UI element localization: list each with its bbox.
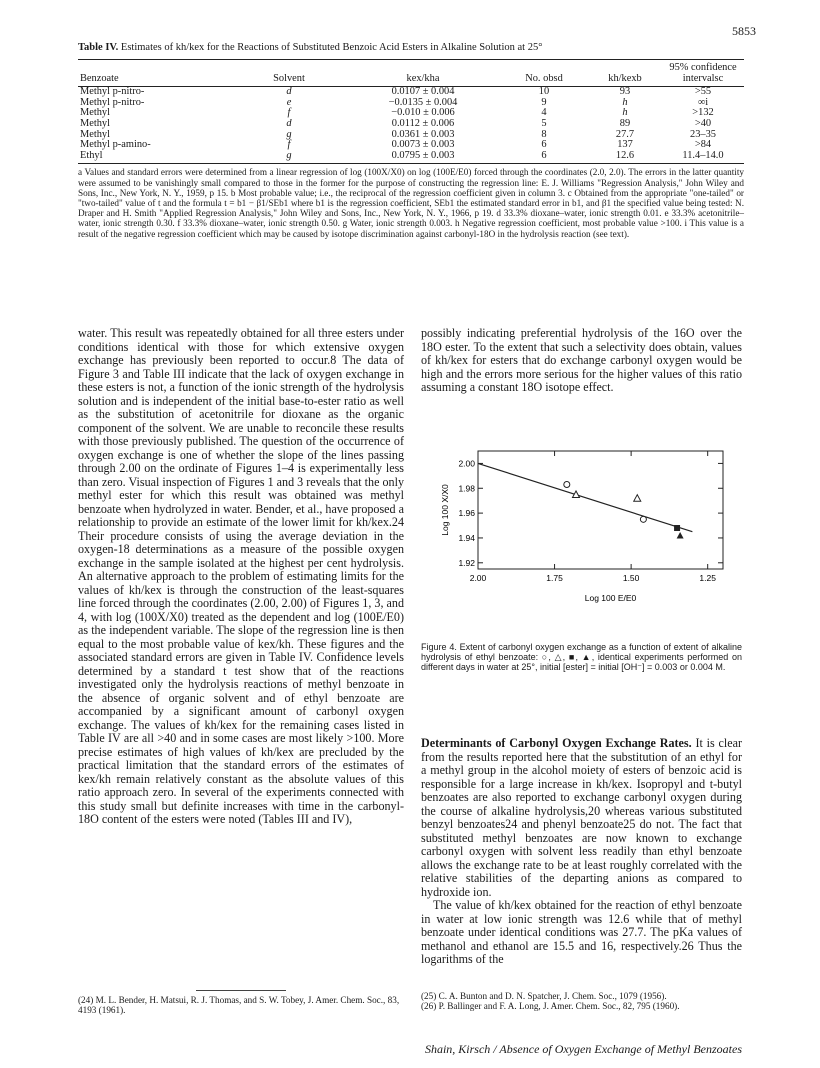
data-table (78, 59, 744, 164)
cell-ci: >55 (694, 86, 712, 98)
paragraph: possibly indicating preferential hydrolysis of the 16O over the 18O ester. To the extent that such a selectivity does obtain, values of kh/kex for esters that do exchange carbonyl oxygen would be high and the errors more serious for the higher values of this ratio assuming a constant 18O isotope effect. (421, 326, 742, 394)
figure-4-chart (421, 441, 742, 621)
reference-24: (24) M. L. Bender, H. Matsui, R. J. Thomas, and S. W. Tobey, J. Amer. Chem. Soc., 83, 4193 (1961). (78, 995, 400, 1016)
header-no-obsd: No. obsd (500, 74, 588, 87)
cell-kh-kex: 93 (619, 86, 631, 98)
header-ci-line1: 95% confidence (662, 60, 744, 74)
cell-kex-kh: 0.0112 ± 0.006 (391, 117, 455, 129)
cell-no-obsd: 6 (541, 139, 547, 151)
paragraph: The value of kh/kex obtained for the reaction of ethyl benzoate in water at low ionic strength was 12.6 while that of methyl benzoate under identical conditions was 27.7. The pKa values of methanol and ethanol are 15.5 and 16, respectively.26 Thus the logarithms of the (421, 898, 742, 966)
cell-kh-kex: h (622, 107, 628, 119)
cell-kh-kex: 137 (617, 139, 633, 151)
x-axis-label: Log 100 E/E0 (584, 593, 637, 603)
data-point-open-circle (564, 482, 570, 488)
cell-kex-kh: −0.010 ± 0.006 (391, 107, 455, 119)
table-iv (78, 42, 744, 239)
cell-benzoate: Methyl p-amino- (80, 139, 151, 151)
cell-benzoate: Methyl (80, 107, 111, 119)
cell-solvent: f (287, 139, 291, 151)
header-kh-kex: kh/kexb (588, 74, 662, 87)
paragraph: It is clear from the results reported here that the substitution of an ethyl for a methyl group in the alcohol moiety of esters of benzoic acid is responsible for a large increase in kh/kex. Isopropyl and t-butyl benzoates are also reported to exchange carbonyl oxygen during the course of alkaline hydrolysis,20 whereas various substituted benzyl benzoates24 and phenyl benzoate25 do not. The fact that substituted methyl benzoates are now known to exchange carbonyl oxygen with solvent less readily than ethyl benzoate allows the exchange rate to be at least roughly correlated with the relative stabilities of the departing anions as compared to hydroxide ion. (421, 736, 742, 899)
cell-solvent: f (287, 107, 291, 119)
reference-divider (196, 990, 286, 991)
header-solvent: Solvent (232, 74, 346, 87)
reference-25: (25) C. A. Bunton and D. N. Spatcher, J. Chem. Soc., 1079 (1956). (421, 991, 667, 1001)
cell-kex-kh: 0.0107 ± 0.004 (391, 86, 455, 98)
data-point-open-circle (640, 516, 646, 522)
cell-ci: >132 (692, 107, 714, 119)
figure-4-caption: Figure 4. Extent of carbonyl oxygen exchange as a function of extent of alkaline hydrolysis of ethyl benzoate: ○, △, ■, ▲, identical experiments performed on different days in water at 25°, initial [ester] = initial [OH⁻] = 0.003 or 0.004 M. (421, 642, 742, 673)
cell-no-obsd: 9 (541, 96, 547, 108)
paragraph: water. This result was repeatedly obtained for all three esters under conditions identical with those for which extensive oxygen exchange has previously been reported to occur.8 The data of Figure 3 and Table III indicate that the lack of oxygen exchange in these esters is not, a function of the ionic strength of the hydrolysis solution and is independent of the initial base-to-ester ratio as well as the substitution of acetonitrile for dioxane as the organic component of the solvent. We are unable to reconcile these results with those previously published. The question of the occurrence of oxygen exchange is one of whether the slope of the lines passing through 2.00 on the ordinate of Figures 1–4 is experimentally less than zero. Visual inspection of Figures 1 and 3 reveals that the only methyl ester for which this result was obtained was methyl benzoate when hydrolyzed in water. Bender, et al., have proposed a relationship to provide an estimate of the lower limit for kh/kex.24 Their procedure consists of using the average deviation in the oxygen-18 determinations as a measure of the possible oxygen exchange in the sample isolated at the highest per cent hydrolysis. An alternative approach to the problem of estimating limits for the values of kh/kex is through the construction of the least-squares line forced through the coordinates (2.00, 2.00) of Figures 1, 3, and 4, with log (100X/X0) treated as the dependent and log (100E/E0) as the independent variable. The slope of the regression line is then equal to the most probable value of kex/kh. These figures and the associated standard errors are given in Table IV. Confidence levels determined by a standard t test show that of the reactions investigated only the hydrolysis reactions of methyl benzoate in the absence of organic solvent and of ethyl benzoate are accompanied by a significant amount of carbonyl oxygen exchange. The values of kh/kex for the remaining cases listed in Table IV are all >40 and in some cases are most likely >100. More precise estimates of high values of kh/kex are precluded by the practical limitation that the standard errors of the estimates of kex/kh remain relatively constant as the absolute values of this ratio approach zero. In several of the experiments connected with this study small but definite increases with time in the carbonyl-18O content of the esters were noted (Tables III and IV), (78, 326, 404, 826)
footer-authors: Shain, Kirsch (424, 1042, 491, 1056)
cell-kex-kh: 0.0795 ± 0.003 (346, 151, 500, 164)
cell-solvent: e (286, 96, 292, 108)
cell-ci: ∞i (697, 96, 709, 108)
y-tick-label: 2.00 (458, 458, 475, 469)
cell-no-obsd: 6 (500, 151, 588, 164)
cell-solvent: g (232, 151, 346, 164)
y-tick-label: 1.98 (458, 483, 475, 494)
cell-benzoate: Methyl p-nitro- (80, 86, 145, 98)
footer-title: Absence of Oxygen Exchange of Methyl Benzoates (499, 1042, 742, 1056)
cell-kex-kh: 0.0361 ± 0.003 (391, 128, 455, 140)
cell-ci: >40 (694, 117, 712, 129)
cell-ci: 23–35 (690, 128, 716, 140)
cell-kh-kex: h (622, 96, 628, 108)
x-tick-label: 1.50 (622, 573, 640, 583)
running-footer (425, 1042, 742, 1057)
cell-kh-kex: 12.6 (588, 151, 662, 164)
x-tick-label: 1.75 (546, 573, 563, 583)
cell-ci: 11.4–14.0 (662, 151, 744, 164)
cell-no-obsd: 8 (541, 128, 547, 140)
y-axis-label: Log 100 X/X0 (440, 484, 450, 536)
cell-solvent: d (286, 86, 292, 98)
cell-no-obsd: 5 (541, 117, 547, 129)
section-heading: Determinants of Carbonyl Oxygen Exchange Rates. (421, 736, 692, 750)
cell-kex-kh: 0.0073 ± 0.003 (391, 139, 455, 151)
cell-kex-kh: −0.0135 ± 0.004 (388, 96, 458, 108)
cell-solvent: g (286, 128, 292, 140)
x-tick-label: 1.25 (699, 573, 716, 583)
cell-solvent: d (286, 117, 292, 129)
regression-line (478, 463, 692, 531)
cell-no-obsd: 4 (541, 107, 547, 119)
cell-kh-kex: 27.7 (615, 128, 635, 140)
y-tick-label: 1.96 (458, 508, 475, 519)
left-references (78, 990, 404, 1015)
x-tick-label: 2.00 (469, 573, 487, 583)
header-benzoate: Benzoate (78, 74, 232, 87)
y-tick-label: 1.92 (458, 557, 475, 568)
figure-4 (421, 441, 742, 621)
plot-frame (478, 451, 723, 569)
table-caption (78, 42, 744, 53)
y-tick-label: 1.94 (458, 532, 475, 543)
right-column-bottom (421, 737, 742, 967)
cell-ci: >84 (694, 139, 712, 151)
cell-benzoate: Methyl (80, 117, 111, 129)
table-footnotes: a Values and standard errors were determined from a linear regression of log (100X/X0) on log (100E/E0) forced through the coordinates (2.0, 2.0). The errors in the latter quantity were assumed to be vanishingly small compared to those in the former for the purpose of constructing the regression line: E. J. Williams "Regression Analysis," John Wiley and Sons, Inc., New York, N. Y., 1959, p 15. b Most probable value; i.e., the reciprocal of the regression coefficient given in column 3. c Obtained from the appropriate "one-tailed" or "two-tailed" value of t and the formula t = b1 − β1/SEb1 where b1 is the regression coefficient, SEb1 the estimated standard error in b1, and β1 the specified value being tested: N. Draper and H. Smith "Applied Regression Analysis," John Wiley and Sons, Inc., New York, N. Y., 1966, p 19. d 33.3% dioxane–water, ionic strength 0.01. e 33.3% acetonitrile–water, ionic strength 0.30. f 33.3% dioxane–water, ionic strength 0.50. g Water, ionic strength 0.003. h Negative regression coefficient, most probable value >100. i This value is a result of the negative regression coefficient which may be caused by isotope discrimination against carbonyl-18O in the hydrolysis reaction (see text). (78, 167, 744, 239)
left-column (78, 327, 404, 827)
reference-26: (26) P. Ballinger and F. A. Long, J. Amer. Chem. Soc., 82, 795 (1960). (421, 1001, 680, 1012)
header-ci-line2: intervalsc (662, 74, 744, 87)
cell-kh-kex: 89 (619, 117, 631, 129)
table-title: Estimates of kh/kex for the Reactions of Substituted Benzoic Acid Esters in Alkaline Solution at 25° (120, 42, 543, 53)
data-point-open-triangle (634, 495, 641, 502)
data-point-filled-triangle (677, 532, 684, 539)
cell-no-obsd: 10 (538, 86, 550, 98)
cell-benzoate: Methyl (80, 128, 111, 140)
table-row (78, 119, 744, 130)
table-row (78, 151, 744, 164)
page-number: 5853 (732, 24, 756, 38)
header-kex-kh: kex/kha (346, 74, 500, 87)
cell-benzoate: Methyl p-nitro- (80, 96, 145, 108)
right-references (421, 991, 742, 1011)
cell-benzoate: Ethyl (78, 151, 232, 164)
footer-separator: / (490, 1042, 500, 1056)
table-label: Table IV. (78, 42, 119, 53)
data-point-filled-square (674, 525, 680, 531)
right-column-top (421, 327, 742, 395)
